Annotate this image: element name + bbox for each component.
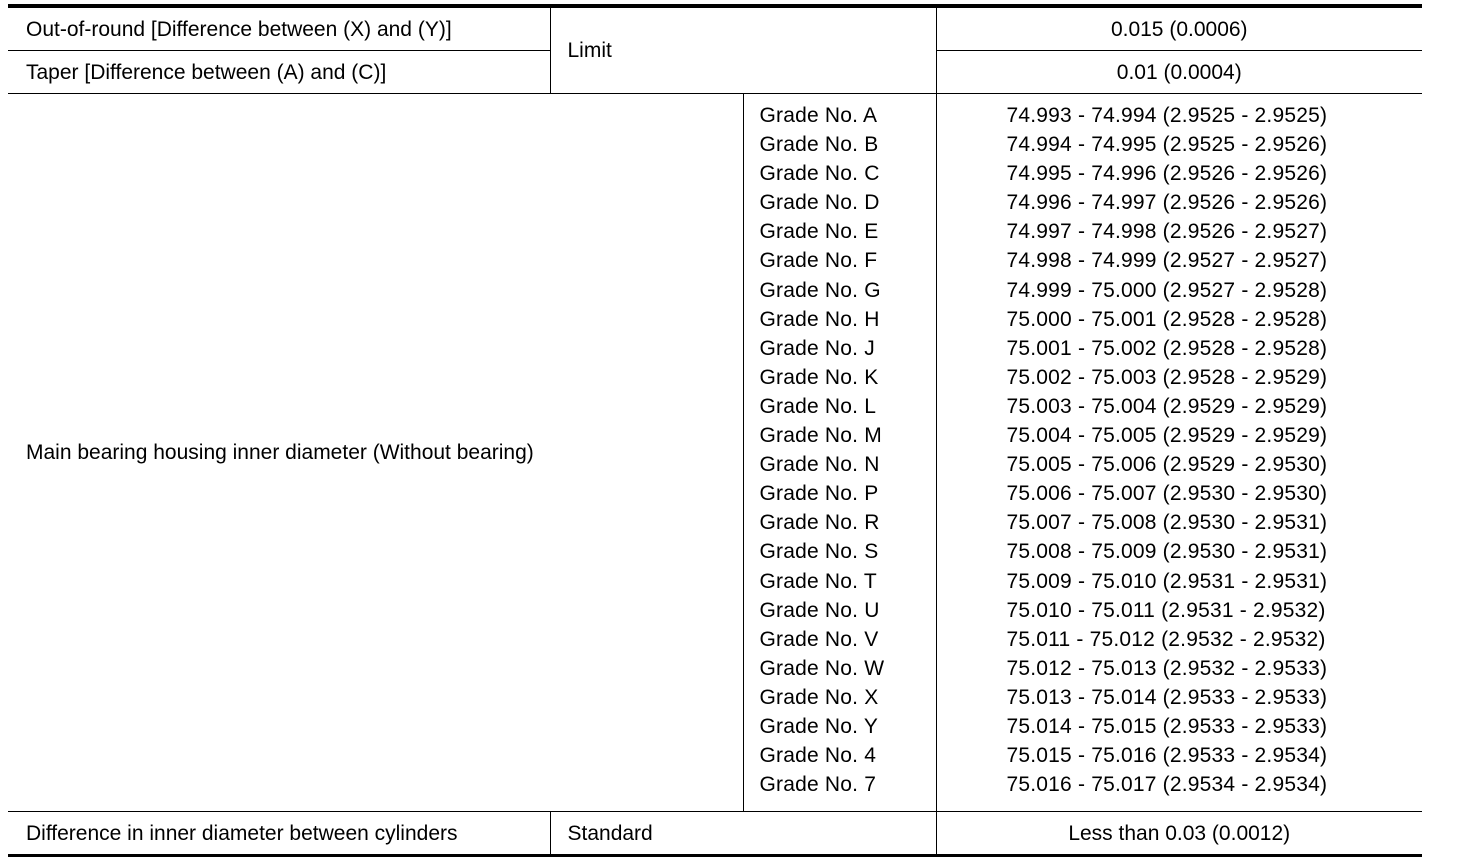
grade-label: Grade No. P — [759, 482, 879, 506]
table-row-difference — [8, 812, 1422, 856]
grade-label: Grade No. D — [759, 191, 880, 215]
grade-value: 75.014 - 75.015 (2.9533 - 2.9533) — [1006, 714, 1328, 738]
grade-value: 75.004 - 75.005 (2.9529 - 2.9529) — [1006, 424, 1328, 448]
grade-label: Grade No. A — [759, 104, 878, 127]
grade-label: Grade No. 7 — [759, 773, 877, 797]
grade-value: 75.000 - 75.001 (2.9528 - 2.9528) — [1006, 307, 1328, 331]
grade-value: 74.994 - 74.995 (2.9525 - 2.9526) — [1006, 133, 1328, 157]
grade-value: 75.016 - 75.017 (2.9534 - 2.9534) — [1006, 773, 1328, 797]
grade-label: Grade No. J — [759, 336, 875, 360]
grade-label: Grade No. S — [759, 540, 879, 564]
grade-label: Grade No. W — [759, 656, 885, 680]
grade-label: Grade No. H — [759, 307, 880, 331]
grade-value: 74.999 - 75.000 (2.9527 - 2.9528) — [1006, 278, 1328, 302]
grade-label: Grade No. F — [759, 249, 878, 273]
grade-label: Grade No. N — [759, 453, 880, 477]
grade-label: Grade No. L — [759, 394, 877, 418]
grade-value: 75.003 - 75.004 (2.9529 - 2.9529) — [1006, 394, 1328, 418]
grade-value: 75.001 - 75.002 (2.9528 - 2.9528) — [1006, 336, 1328, 360]
grade-value: 75.015 - 75.016 (2.9533 - 2.9534) — [1006, 744, 1328, 768]
difference-label: Difference in inner diameter between cylinders — [8, 812, 550, 856]
spec-table — [8, 4, 1422, 857]
grade-value: 75.011 - 75.012 (2.9532 - 2.9532) — [1006, 627, 1326, 651]
grade-value-list — [936, 94, 1422, 812]
grade-label: Grade No. C — [759, 162, 880, 186]
table-row-out-of-round — [8, 6, 1422, 51]
grade-label: Grade No. V — [759, 627, 879, 651]
grade-label: Grade No. E — [759, 220, 879, 244]
grade-label: Grade No. R — [759, 511, 880, 535]
grade-label: Grade No. K — [759, 365, 879, 389]
grade-value: 74.993 - 74.994 (2.9525 - 2.9525) — [1006, 104, 1328, 127]
grade-label: Grade No. X — [759, 685, 879, 709]
taper-value: 0.01 (0.0004) — [936, 51, 1422, 94]
grade-value: 75.008 - 75.009 (2.9530 - 2.9531) — [1006, 540, 1328, 564]
grade-value: 75.007 - 75.008 (2.9530 - 2.9531) — [1006, 511, 1328, 535]
grade-label: Grade No. Y — [759, 714, 879, 738]
grade-list — [743, 94, 936, 812]
grade-label: Grade No. U — [759, 598, 880, 622]
table-row-main-bearing — [8, 94, 1422, 812]
grade-label: Grade No. 4 — [759, 744, 877, 768]
grade-label: Grade No. B — [759, 133, 879, 157]
grade-value: 74.998 - 74.999 (2.9527 - 2.9527) — [1006, 249, 1328, 273]
standard-condition: Standard — [550, 812, 936, 856]
grade-value: 74.997 - 74.998 (2.9526 - 2.9527) — [1006, 220, 1328, 244]
grade-value: 74.995 - 74.996 (2.9526 - 2.9526) — [1006, 162, 1328, 186]
grade-value: 75.010 - 75.011 (2.9531 - 2.9532) — [1006, 598, 1326, 622]
out-of-round-label: Out-of-round [Difference between (X) and (Y)] — [8, 6, 550, 51]
taper-label: Taper [Difference between (A) and (C)] — [8, 51, 550, 94]
grade-value: 75.006 - 75.007 (2.9530 - 2.9530) — [1006, 482, 1328, 506]
difference-value: Less than 0.03 (0.0012) — [936, 812, 1422, 856]
grade-label: Grade No. M — [759, 424, 882, 448]
grade-label: Grade No. T — [759, 569, 877, 593]
grade-value: 74.996 - 74.997 (2.9526 - 2.9526) — [1006, 191, 1328, 215]
grade-value: 75.005 - 75.006 (2.9529 - 2.9530) — [1006, 453, 1328, 477]
limit-condition: Limit — [550, 6, 936, 94]
out-of-round-value: 0.015 (0.0006) — [936, 6, 1422, 51]
grade-value: 75.009 - 75.010 (2.9531 - 2.9531) — [1006, 569, 1328, 593]
grade-label: Grade No. G — [759, 278, 881, 302]
grade-value: 75.002 - 75.003 (2.9528 - 2.9529) — [1006, 365, 1328, 389]
grade-value: 75.012 - 75.013 (2.9532 - 2.9533) — [1006, 656, 1328, 680]
grade-value: 75.013 - 75.014 (2.9533 - 2.9533) — [1006, 685, 1328, 709]
main-bearing-label: Main bearing housing inner diameter (Without bearing) — [8, 94, 743, 812]
